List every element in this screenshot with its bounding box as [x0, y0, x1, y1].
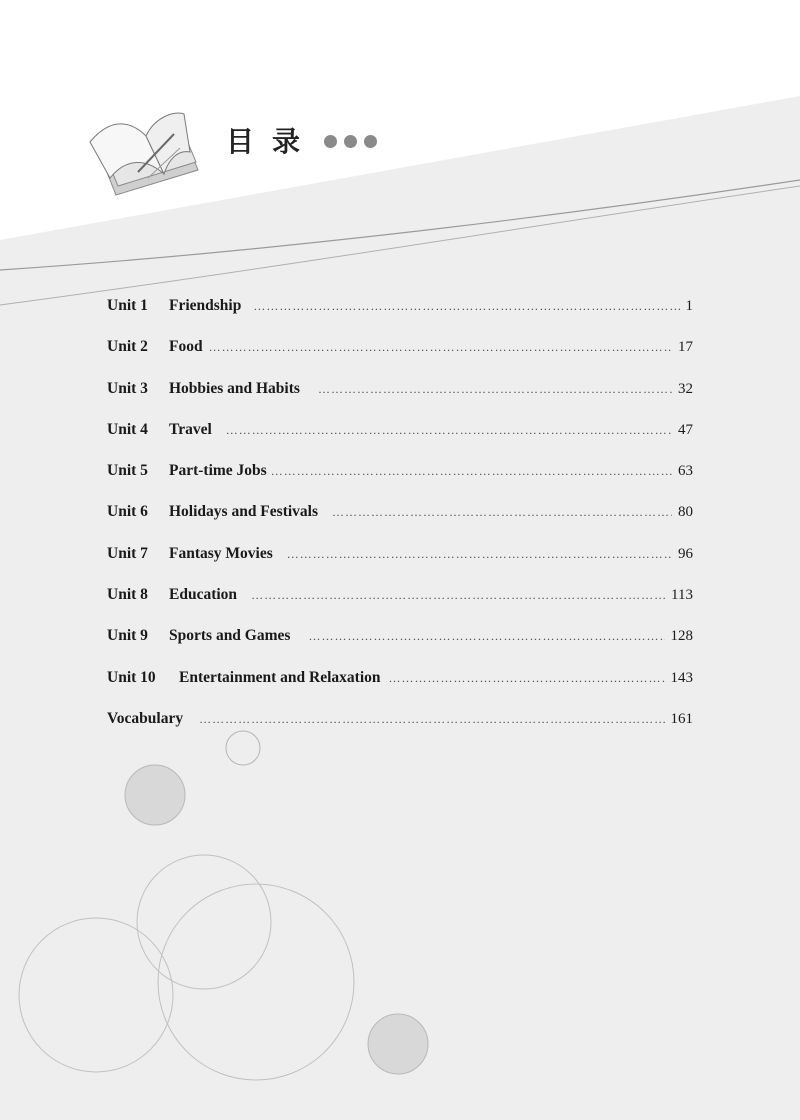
- dot-leader: [251, 588, 665, 603]
- dot-leader: [318, 382, 672, 397]
- toc-page-number: 128: [670, 628, 693, 645]
- toc-unit-label: Unit 1: [107, 297, 148, 314]
- toc-title: Sports and Games: [169, 627, 291, 645]
- contents-heading: [226, 120, 377, 160]
- dot-leader: [389, 671, 665, 686]
- toc-page-number: 32: [678, 380, 693, 397]
- toc-title: Travel: [169, 420, 212, 438]
- toc-unit-label: Unit 3: [107, 379, 148, 397]
- toc-entry-unit-7[interactable]: [107, 545, 693, 586]
- toc-page-number: 63: [678, 463, 693, 480]
- toc-page-number: 80: [678, 504, 693, 521]
- dot-icon: [364, 135, 377, 148]
- toc-title: Entertainment and Relaxation: [179, 668, 381, 686]
- dot-leader: [253, 299, 679, 314]
- dot-icon: [324, 135, 337, 148]
- toc-title: Part-time Jobs: [169, 462, 267, 480]
- toc-title: Fantasy Movies: [169, 544, 273, 562]
- toc-unit-label: Unit 9: [107, 627, 148, 645]
- dot-leader: [308, 629, 664, 644]
- dot-leader: [332, 505, 672, 520]
- toc-page-number: 96: [678, 545, 693, 562]
- toc-page-number: 1: [685, 298, 693, 314]
- toc-title: Education: [169, 586, 238, 604]
- dot-leader: [226, 423, 672, 438]
- heading-dots: [324, 135, 377, 148]
- toc-entry-unit-1[interactable]: [107, 297, 693, 338]
- toc-entry-unit-6[interactable]: [107, 503, 693, 544]
- dot-leader: [209, 340, 672, 355]
- toc-entry-unit-2[interactable]: [107, 338, 693, 379]
- toc-unit-label: Unit 4: [107, 420, 148, 438]
- toc-entry-unit-3[interactable]: [107, 380, 693, 421]
- toc-title: Hobbies and Habits: [169, 379, 300, 397]
- toc-title: Food: [169, 338, 203, 356]
- toc-title: Holidays and Festivals: [169, 503, 318, 521]
- table-of-contents: [107, 297, 693, 751]
- toc-unit-label: Unit 10: [107, 668, 156, 686]
- toc-entry-vocabulary[interactable]: [107, 710, 693, 751]
- dot-leader: [271, 464, 672, 479]
- toc-entry-unit-5[interactable]: [107, 462, 693, 503]
- dot-leader: [199, 712, 664, 727]
- toc-entry-unit-10[interactable]: [107, 669, 693, 710]
- dot-icon: [344, 135, 357, 148]
- toc-entry-unit-9[interactable]: [107, 627, 693, 668]
- toc-title: Vocabulary: [107, 709, 184, 727]
- toc-unit-label: Unit 7: [107, 544, 148, 562]
- filled-circle-bottom: [368, 1014, 428, 1074]
- toc-title: Friendship: [169, 297, 242, 314]
- toc-page-number: 161: [670, 710, 693, 727]
- toc-page-number: 47: [678, 421, 693, 438]
- dot-leader: [287, 547, 672, 562]
- filled-circle-left: [125, 765, 185, 825]
- toc-page-number: 143: [670, 669, 693, 686]
- toc-entry-unit-8[interactable]: [107, 586, 693, 627]
- toc-unit-label: Unit 6: [107, 503, 148, 521]
- toc-unit-label: Unit 5: [107, 462, 148, 480]
- book-icon: [90, 113, 198, 195]
- toc-unit-label: Unit 2: [107, 338, 148, 356]
- toc-page-number: 17: [678, 339, 693, 356]
- toc-page-number: 113: [671, 587, 693, 604]
- toc-entry-unit-4[interactable]: [107, 421, 693, 462]
- toc-unit-label: Unit 8: [107, 586, 148, 604]
- page-title: 目录: [226, 125, 319, 158]
